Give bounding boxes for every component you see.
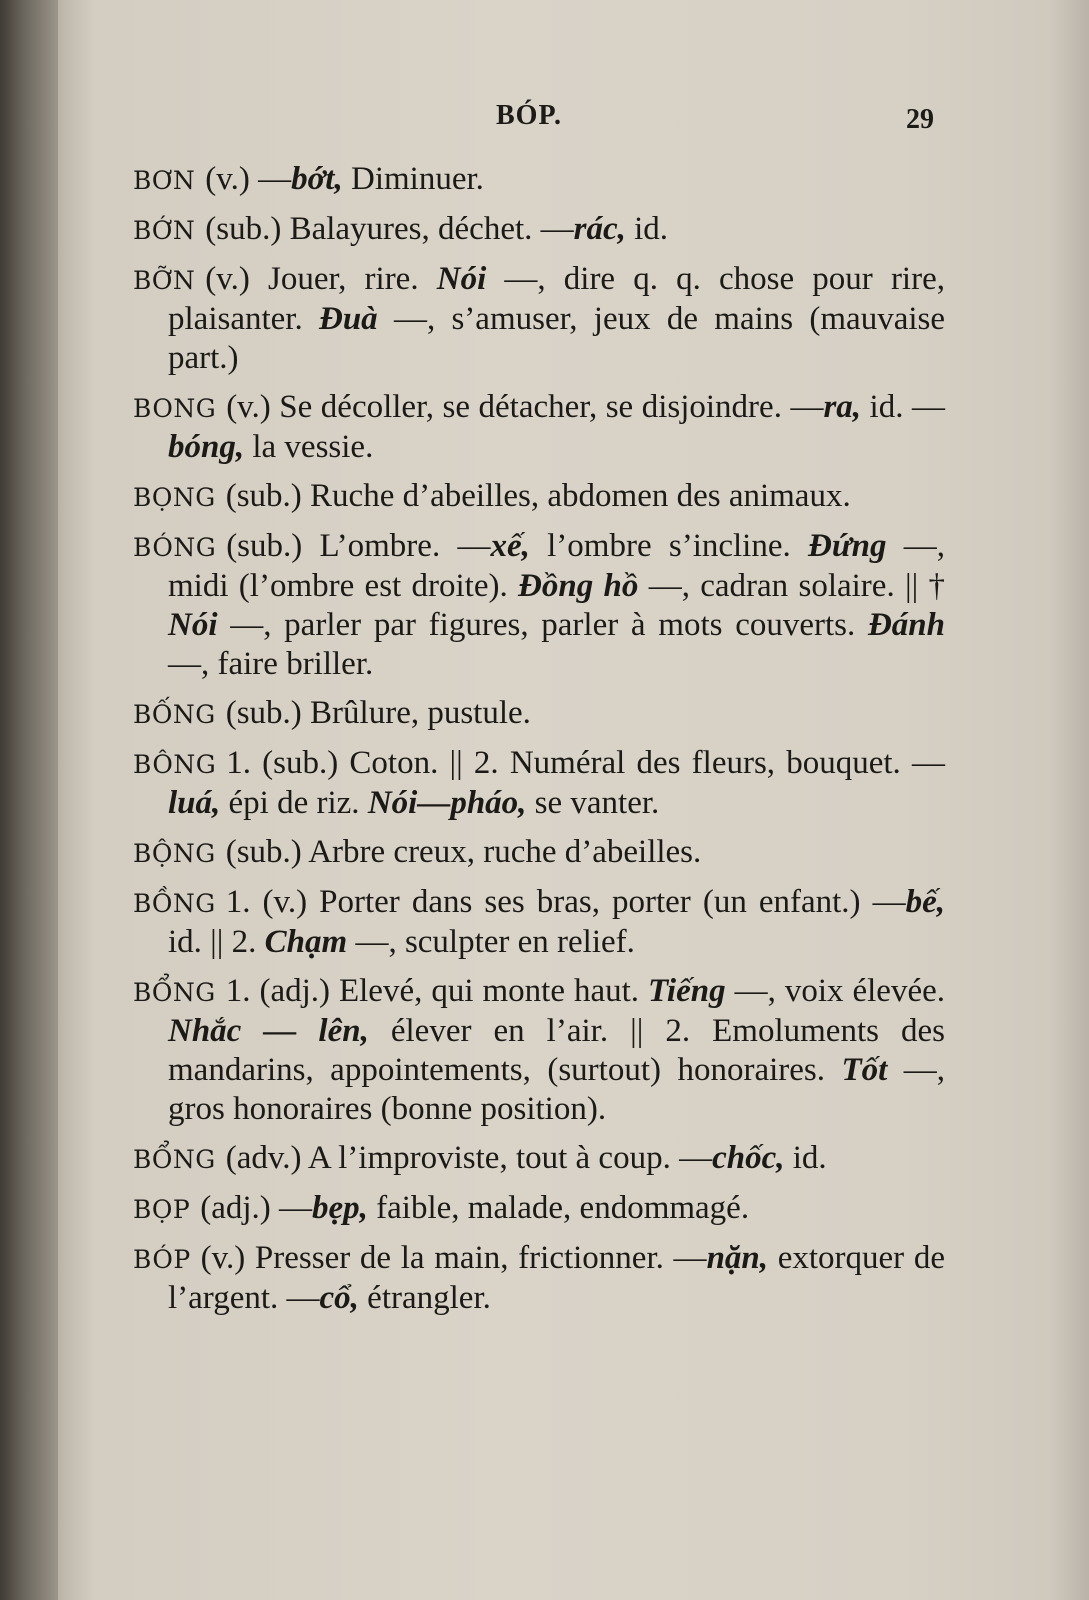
definition-text: id. || 2. xyxy=(168,924,265,960)
dictionary-entry xyxy=(133,1189,945,1229)
definition-text: —, voix élevée. xyxy=(725,973,945,1009)
vietnamese-term: luá, xyxy=(168,785,221,821)
entry-headword: BỔNG xyxy=(133,978,216,1007)
dictionary-entry xyxy=(133,210,945,250)
dictionary-entry xyxy=(133,833,945,873)
vietnamese-term: xế, xyxy=(490,528,530,564)
dictionary-entry xyxy=(133,260,945,378)
definition-text: extorquer de l’argent. — xyxy=(168,1240,945,1316)
definition-text: Diminuer. xyxy=(342,161,484,197)
vietnamese-term: Tốt xyxy=(841,1052,888,1088)
vietnamese-term: Nói—pháo, xyxy=(367,785,527,821)
running-head: BÓP. xyxy=(496,100,562,131)
definition-text: —, dire q. q. chose pour rire, plaisanter. xyxy=(168,261,945,337)
definition-text: id. xyxy=(625,211,669,247)
vietnamese-term: Đứng xyxy=(808,528,887,564)
entry-headword: BỐNG xyxy=(133,700,216,729)
entry-headword: BỚN xyxy=(133,216,196,245)
definition-text: (v.) — xyxy=(205,161,292,197)
vietnamese-term: chốc, xyxy=(712,1140,785,1176)
definition-text: (adj.) — xyxy=(200,1190,312,1226)
entry-headword: BÓNG xyxy=(133,533,217,562)
vietnamese-term: bóng, xyxy=(168,429,245,465)
vietnamese-term: Đánh xyxy=(867,607,945,643)
vietnamese-term: ra, xyxy=(823,389,862,425)
vietnamese-term: Nhắc — lên, xyxy=(168,1013,369,1049)
vietnamese-term: Nói xyxy=(436,261,487,297)
vietnamese-term: Tiếng xyxy=(648,973,726,1009)
vietnamese-term: bế, xyxy=(905,884,945,920)
definition-text: (sub.) Arbre creux, ruche d’abeilles. xyxy=(225,834,702,870)
definition-text: id. xyxy=(784,1140,827,1176)
dictionary-entry xyxy=(133,388,945,467)
definition-text: —, gros honoraires (bonne position). xyxy=(168,1052,945,1127)
definition-text: l’ombre s’incline. xyxy=(529,528,809,564)
definition-text: se vanter. xyxy=(526,785,660,821)
definition-text: la vessie. xyxy=(244,429,374,465)
definition-text: —, cadran solaire. || † xyxy=(638,568,946,604)
dictionary-entry xyxy=(133,527,945,684)
vietnamese-term: bớt, xyxy=(291,161,343,197)
vietnamese-term: cổ, xyxy=(319,1280,359,1316)
definition-text: (v.) Jouer, rire. xyxy=(205,261,437,297)
definition-text: élever en l’air. || 2. Emoluments des mandarins, appointements, (surtout) honoraires. xyxy=(168,1013,945,1088)
vietnamese-term: bẹp, xyxy=(312,1190,368,1226)
dictionary-entry xyxy=(133,744,945,823)
definition-text: —, parler par figures, parler à mots couverts. xyxy=(217,607,868,643)
dictionary-entries xyxy=(133,160,945,1328)
entry-headword: BỘNG xyxy=(133,839,216,868)
entry-headword: BÓP xyxy=(133,1245,191,1274)
definition-text: 1. (v.) Porter dans ses bras, porter (un enfant.) — xyxy=(225,884,906,920)
definition-text: (v.) Presser de la main, frictionner. — xyxy=(200,1240,707,1276)
dictionary-entry xyxy=(133,477,945,517)
definition-text: —, faire briller. xyxy=(168,646,374,682)
entry-headword: BÔNG xyxy=(133,750,217,779)
dictionary-entry xyxy=(133,1139,945,1179)
definition-text: faible, malade, endommagé. xyxy=(367,1190,750,1226)
definition-text: (sub.) Brûlure, pustule. xyxy=(225,695,531,731)
dictionary-entry xyxy=(133,160,945,200)
definition-text: (adv.) A l’improviste, tout à coup. — xyxy=(225,1140,713,1176)
entry-headword: BỌNG xyxy=(133,483,216,512)
definition-text: —, sculpter en relief. xyxy=(347,924,635,960)
vietnamese-term: Chạm xyxy=(264,924,348,960)
definition-text: id. — xyxy=(861,389,945,425)
definition-text: (v.) Se décoller, se détacher, se disjoindre. — xyxy=(226,389,824,425)
book-spine-shadow xyxy=(0,0,58,1600)
entry-headword: BỌP xyxy=(133,1195,191,1224)
definition-text: 1. (sub.) Coton. || 2. Numéral des fleurs, bouquet. — xyxy=(226,745,945,781)
entry-headword: BƠN xyxy=(133,166,196,195)
entry-headword: BỔNG xyxy=(133,1145,216,1174)
definition-text: —, midi (l’ombre est droite). xyxy=(168,528,945,604)
entry-headword: BONG xyxy=(133,394,217,423)
dictionary-entry xyxy=(133,694,945,734)
vietnamese-term: rác, xyxy=(573,211,626,247)
definition-text: 1. (adj.) Elevé, qui monte haut. xyxy=(225,973,648,1009)
definition-text: (sub.) L’ombre. — xyxy=(226,528,491,564)
dictionary-entry xyxy=(133,1239,945,1318)
definition-text: (sub.) Ruche d’abeilles, abdomen des animaux. xyxy=(225,478,851,514)
entry-headword: BỠN xyxy=(133,266,196,295)
definition-text: étrangler. xyxy=(358,1280,491,1316)
entry-headword: BỒNG xyxy=(133,889,216,918)
vietnamese-term: Nói xyxy=(168,607,218,643)
definition-text: —, s’amuser, jeux de mains (mauvaise part.) xyxy=(168,301,945,376)
vietnamese-term: Đuà xyxy=(318,301,378,337)
vietnamese-term: Đồng hồ xyxy=(518,568,639,604)
page-number: 29 xyxy=(906,104,934,135)
dictionary-entry xyxy=(133,883,945,962)
definition-text: (sub.) Balayures, déchet. — xyxy=(205,211,574,247)
dictionary-entry xyxy=(133,972,945,1129)
definition-text: épi de riz. xyxy=(220,785,368,821)
vietnamese-term: nặn, xyxy=(706,1240,769,1276)
page-header xyxy=(0,100,1089,140)
